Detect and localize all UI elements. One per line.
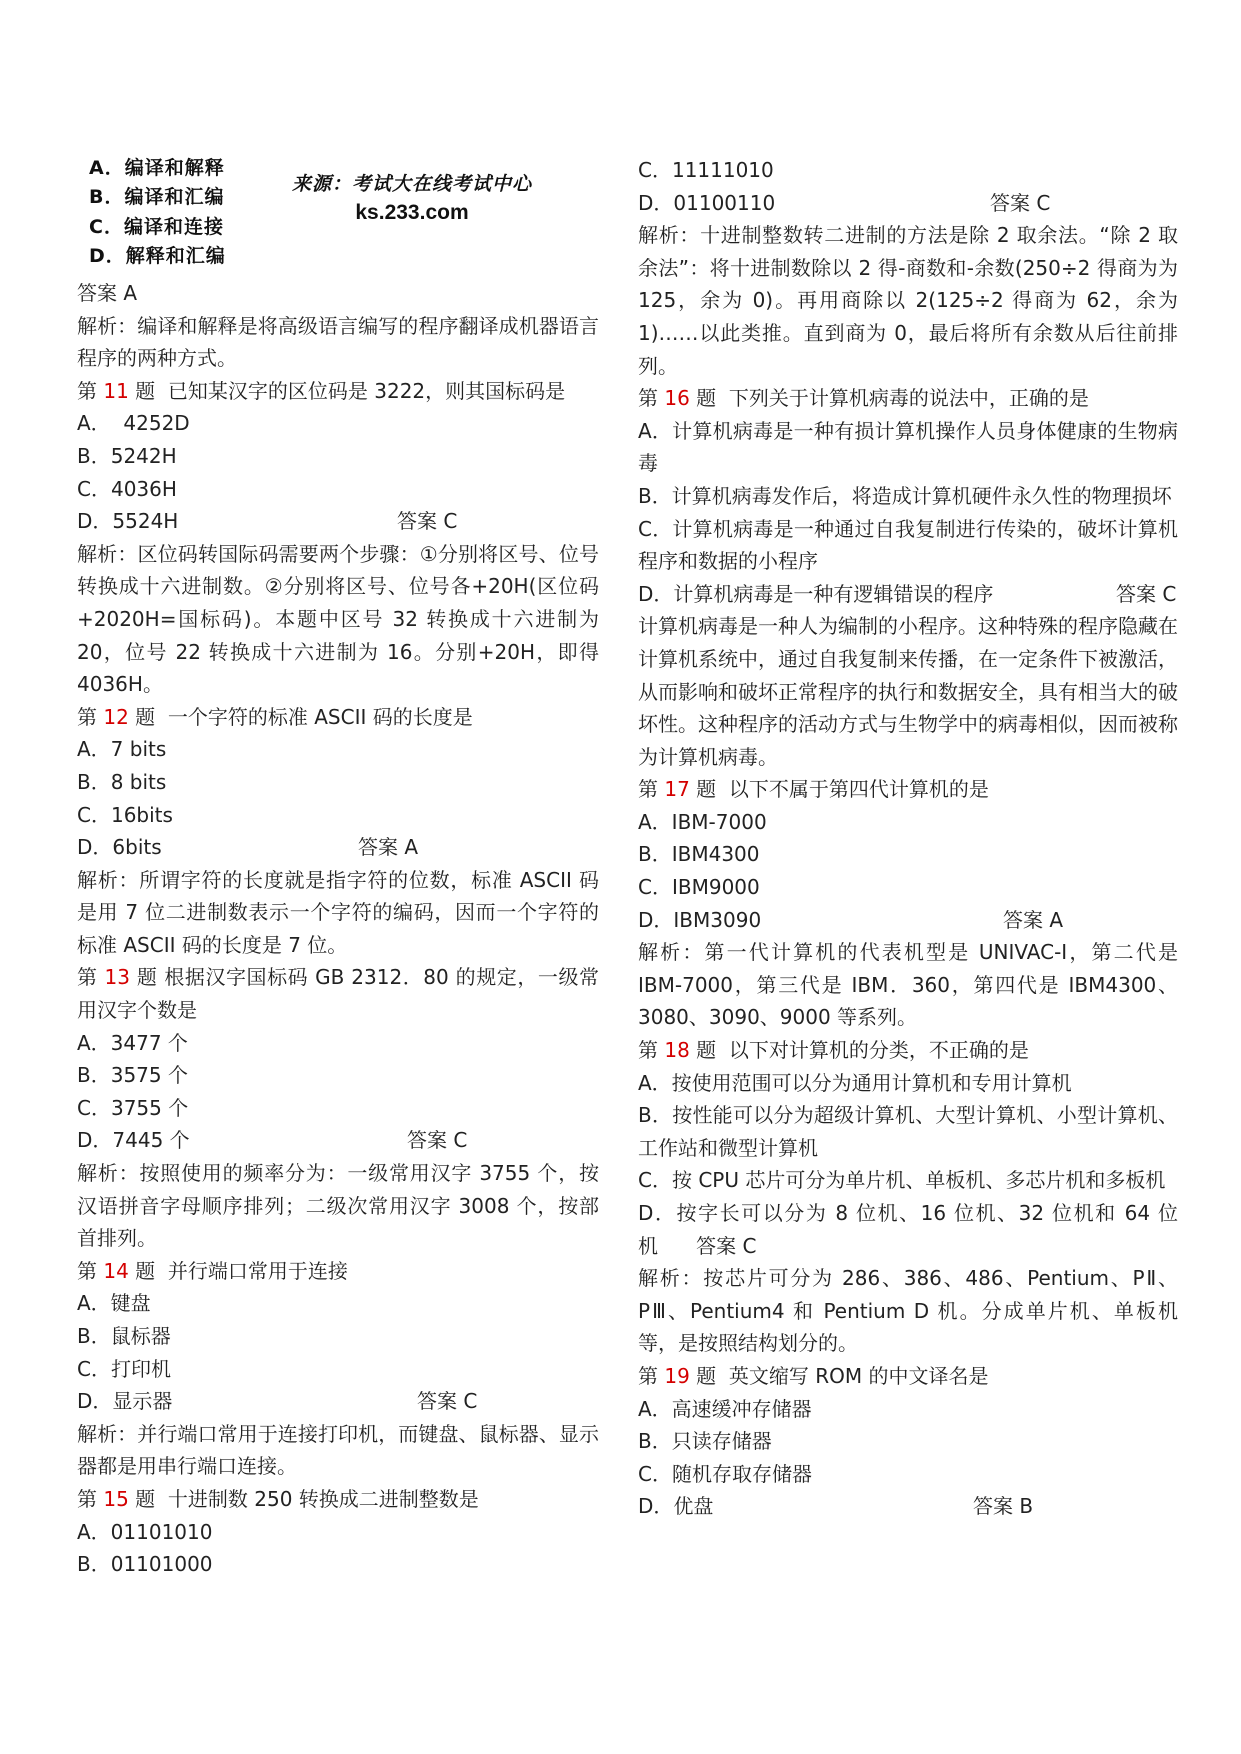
q19-option-d: D．优盘 (638, 1494, 714, 1519)
q11-prefix: 第 (77, 378, 104, 403)
q16-option-b: B．计算机病毒发作后，将造成计算机硬件永久性的物理损坏 (638, 483, 1172, 508)
question-10-options-image (77, 154, 599, 277)
q15-stem (77, 1483, 599, 1516)
q13-answer: 答案 C (407, 1128, 468, 1153)
q12-analysis: 解析：所谓字符的长度就是指字符的位数，标准 ASCII 码是用 7 位二进制数表示一个字符的编码，因而一个字符的标准 ASCII 码的长度是 7 位。 (77, 867, 599, 957)
q11-analysis: 解析：区位码转国际码需要两个步骤：①分别将区号、位号转换成十六进制数。②分别将区号、位号各+20H(区位码+2020H=国标码)。本题中区号 32 转换成十六进制为 20，位号 22 转换成十六进制为 16。分别+20H，即得 4036H。 (77, 541, 599, 697)
q11-number: 11 (103, 378, 129, 403)
q19-text: 题 英文缩写 ROM 的中文译名是 (689, 1363, 989, 1388)
q11-option-d-row (77, 505, 599, 538)
q15-option-b: B．01101000 (77, 1552, 213, 1577)
q13-prefix: 第 (77, 965, 105, 990)
q18-option-d: D．按字长可以分为 8 位机、16 位机、32 位机和 64 位机 (638, 1201, 1178, 1258)
watermark-url: ks.233.com (355, 200, 469, 224)
q13-stem (77, 961, 599, 1026)
q10-analysis: 解析：编译和解释是将高级语言编写的程序翻译成机器语言程序的两种方式。 (77, 313, 599, 371)
q14-option-a: A．键盘 (77, 1291, 151, 1316)
q17-number: 17 (664, 777, 690, 802)
q14-option-d: D．显示器 (77, 1389, 173, 1414)
q19-answer: 答案 B (973, 1494, 1034, 1519)
q15-answer: 答案 C (990, 190, 1051, 215)
q16-analysis: 计算机病毒是一种人为编制的小程序。这种特殊的程序隐藏在计算机系统中，通过自我复制来传播，在一定条件下被激活，从而影响和破坏正常程序的执行和数据安全，具有相当大的破坏性。这种程序的活动方式与生物学中的病毒相似，因而被称为计算机病毒。 (638, 614, 1178, 769)
q16-option-a: A．计算机病毒是一种有损计算机操作人员身体健康的生物病毒 (638, 418, 1178, 476)
q19-option-d-row (638, 1490, 1178, 1523)
q13-number: 13 (104, 965, 130, 990)
q12-option-d-row (77, 831, 599, 864)
q16-prefix: 第 (638, 386, 665, 411)
q16-answer: 答案 C (1116, 581, 1177, 606)
q11-option-b: B．5242H (77, 443, 177, 468)
q17-option-c: C．IBM9000 (638, 875, 760, 900)
q15-option-d-row (638, 187, 1178, 220)
q17-option-d-row (638, 904, 1178, 937)
q15-option-d: D．01100110 (638, 190, 776, 215)
q12-option-c: C．16bits (77, 802, 173, 827)
q14-prefix: 第 (77, 1258, 104, 1283)
q19-stem (638, 1360, 1178, 1393)
image-option-c: C．编译和连接 (89, 216, 224, 238)
q15-option-a: A．01101010 (77, 1519, 213, 1544)
q12-number: 12 (103, 704, 129, 729)
q11-option-c: C．4036H (77, 476, 177, 501)
q17-option-b: B．IBM4300 (638, 842, 760, 867)
image-option-d: D．解释和汇编 (89, 245, 226, 267)
q14-text: 题 并行端口常用于连接 (128, 1258, 348, 1283)
q13-option-b: B．3575 个 (77, 1063, 188, 1088)
q13-option-c: C．3755 个 (77, 1095, 189, 1120)
image-option-b: B．编译和汇编 (89, 186, 225, 208)
q18-option-c: C．按 CPU 芯片可分为单片机、单板机、多芯片机和多板机 (638, 1168, 1166, 1193)
watermark (292, 168, 532, 229)
q10-answer: 答案 A (77, 281, 138, 305)
q14-number: 14 (103, 1258, 129, 1283)
q17-answer: 答案 A (1003, 907, 1064, 932)
q13-analysis: 解析：按照使用的频率分为：一级常用汉字 3755 个，按汉语拼音字母顺序排列；二级次常用汉字 3008 个，按部首排列。 (77, 1161, 599, 1251)
image-option-a: A．编译和解释 (89, 157, 225, 179)
q17-analysis: 解析：第一代计算机的代表机型是 UNIVAC-I，第二代是 IBM-7000，第三代是 IBM．360，第四代是 IBM4300、3080、3090、9000 等系列。 (638, 940, 1178, 1030)
q18-prefix: 第 (638, 1038, 665, 1063)
q18-stem (638, 1034, 1178, 1067)
q14-option-b: B．鼠标器 (77, 1324, 171, 1348)
q16-option-d-row (638, 578, 1178, 611)
q11-text: 题 已知某汉字的区位码是 3222，则其国标码是 (128, 378, 566, 403)
q15-prefix: 第 (77, 1486, 104, 1511)
q19-option-a: A．高速缓冲存储器 (638, 1396, 812, 1421)
q17-text: 题 以下不属于第四代计算机的是 (689, 777, 989, 802)
q19-option-c: C．随机存取存储器 (638, 1461, 812, 1486)
q16-text: 题 下列关于计算机病毒的说法中，正确的是 (689, 386, 1089, 411)
q16-number: 16 (664, 386, 690, 411)
q15-option-c: C．11111010 (638, 158, 774, 182)
left-column (77, 154, 599, 1581)
q12-answer: 答案 A (358, 835, 419, 860)
q11-stem (77, 375, 599, 408)
q17-stem (638, 773, 1178, 806)
q11-option-a: A． 4252D (77, 411, 190, 436)
q13-option-a: A．3477 个 (77, 1030, 188, 1055)
q15-analysis: 解析：十进制整数转二进制的方法是除 2 取余法。“除 2 取余法”：将十进制数除以 2 得-商数和-余数(250÷2 得商为为 125，余为 0)。再用商除以 2(125÷2 得商为 62，余为 1)……以此类推。直到商为 0，最后将所有余数从后往前排列。 (638, 223, 1178, 378)
q13-option-d-row (77, 1124, 599, 1157)
q16-stem (638, 382, 1178, 415)
q11-option-d: D．5524H (77, 509, 179, 534)
q12-prefix: 第 (77, 704, 104, 729)
q14-option-d-row (77, 1385, 599, 1418)
q14-answer: 答案 C (417, 1389, 478, 1414)
q11-answer: 答案 C (397, 509, 458, 534)
q17-option-d: D．IBM3090 (638, 907, 762, 932)
q18-option-b: B．按性能可以分为超级计算机、大型计算机、小型计算机、工作站和微型计算机 (638, 1103, 1178, 1160)
q13-option-d: D．7445 个 (77, 1128, 190, 1153)
q18-number: 18 (664, 1038, 690, 1063)
q12-option-b: B．8 bits (77, 769, 167, 794)
q18-analysis: 解析：按芯片可分为 286、386、486、Pentium、PⅡ、PⅢ、Pentium4 和 Pentium D 机。分成单片机、单板机等，是按照结构划分的。 (638, 1266, 1178, 1356)
q16-option-c: C．计算机病毒是一种通过自我复制进行传染的，破坏计算机程序和数据的小程序 (638, 516, 1178, 574)
q17-prefix: 第 (638, 777, 665, 802)
q14-analysis: 解析：并行端口常用于连接打印机，而键盘、鼠标器、显示器都是用串行端口连接。 (77, 1421, 599, 1479)
q18-option-d-row (638, 1197, 1178, 1262)
watermark-source-text: 来源：考试大在线考试中心 (292, 173, 533, 195)
q12-stem (77, 701, 599, 734)
right-column (638, 154, 1178, 1523)
q15-number: 15 (103, 1486, 129, 1511)
q12-option-d: D．6bits (77, 835, 162, 860)
q19-prefix: 第 (638, 1363, 665, 1388)
q18-option-a: A．按使用范围可以分为通用计算机和专用计算机 (638, 1070, 1072, 1095)
q18-text: 题 以下对计算机的分类，不正确的是 (689, 1038, 1029, 1063)
q16-option-d: D．计算机病毒是一种有逻辑错误的程序 (638, 581, 994, 606)
q12-option-a: A．7 bits (77, 737, 167, 762)
q18-answer: 答案 C (696, 1233, 757, 1258)
q17-option-a: A．IBM-7000 (638, 809, 767, 834)
q15-text: 题 十进制数 250 转换成二进制整数是 (128, 1486, 479, 1511)
q12-text: 题 一个字符的标准 ASCII 码的长度是 (128, 704, 473, 729)
q13-text: 题 根据汉字国标码 GB 2312．80 的规定，一级常用汉字个数是 (77, 965, 600, 1023)
q19-number: 19 (664, 1363, 690, 1388)
q14-stem (77, 1255, 599, 1288)
q19-option-b: B．只读存储器 (638, 1429, 772, 1454)
q14-option-c: C．打印机 (77, 1356, 171, 1381)
